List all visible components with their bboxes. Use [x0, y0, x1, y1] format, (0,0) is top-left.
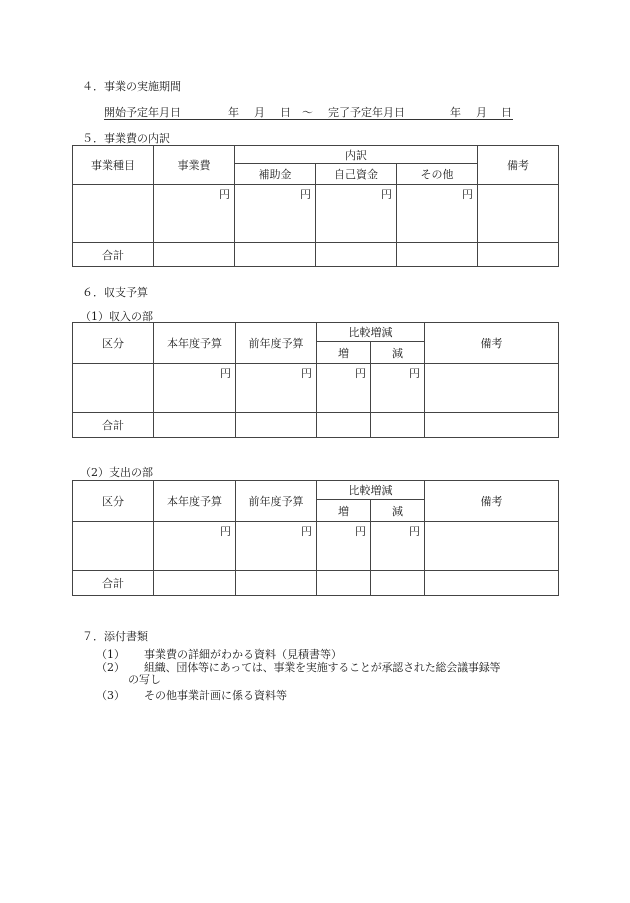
expense-cell-this-year[interactable]: 円 — [154, 522, 236, 571]
expense-total-last-year[interactable] — [236, 571, 317, 596]
expense-header-decrease: 減 — [371, 500, 425, 522]
expense-header-last-year: 前年度予算 — [236, 481, 317, 522]
start-year-label: 年 — [228, 106, 239, 119]
start-day-label: 日 — [280, 106, 291, 119]
expense-header-comparison: 比較増減 — [317, 481, 425, 500]
section-4-heading: ４．事業の実施期間 — [82, 80, 181, 93]
expense-cell-increase[interactable]: 円 — [317, 522, 371, 571]
header-own-funds: 自己資金 — [316, 164, 397, 185]
implementation-period-row — [104, 104, 513, 120]
expense-section-title: （2）支出の部 — [80, 466, 153, 479]
income-total-this-year[interactable] — [154, 413, 236, 438]
total-other[interactable] — [397, 243, 478, 267]
attachment-2-text: 組織、団体等にあっては、事業を実施することが承認された総会議事録等 — [144, 661, 501, 674]
income-table — [72, 322, 559, 438]
cell-remarks[interactable] — [478, 185, 559, 243]
header-project-cost: 事業費 — [154, 146, 235, 185]
income-header-remarks: 備考 — [425, 323, 559, 364]
income-total-remarks[interactable] — [425, 413, 559, 438]
attachment-2-number: （2） — [96, 661, 125, 674]
cell-project-cost[interactable]: 円 — [154, 185, 235, 243]
expense-cell-last-year[interactable]: 円 — [236, 522, 317, 571]
period-tilde: 〜 — [302, 106, 313, 119]
cell-other[interactable]: 円 — [397, 185, 478, 243]
income-cell-increase[interactable]: 円 — [317, 364, 371, 413]
income-header-decrease: 減 — [371, 342, 425, 364]
income-cell-category[interactable] — [73, 364, 154, 413]
expense-cell-decrease[interactable]: 円 — [371, 522, 425, 571]
cell-own-funds[interactable]: 円 — [316, 185, 397, 243]
start-month-label: 月 — [254, 106, 265, 119]
income-section-title: （1）収入の部 — [80, 310, 153, 323]
income-header-last-year: 前年度予算 — [236, 323, 317, 364]
expense-total-decrease[interactable] — [371, 571, 425, 596]
end-year-label: 年 — [450, 106, 461, 119]
income-header-increase: 増 — [317, 342, 371, 364]
expense-table — [72, 480, 559, 596]
section-6-heading: ６．収支予算 — [82, 286, 148, 299]
income-cell-remarks[interactable] — [425, 364, 559, 413]
attachment-1-number: （1） — [96, 648, 125, 661]
header-project-type: 事業種目 — [73, 146, 154, 185]
expense-total-label: 合計 — [73, 571, 154, 596]
expense-cell-remarks[interactable] — [425, 522, 559, 571]
total-remarks[interactable] — [478, 243, 559, 267]
expense-total-this-year[interactable] — [154, 571, 236, 596]
income-total-last-year[interactable] — [236, 413, 317, 438]
expense-header-remarks: 備考 — [425, 481, 559, 522]
section-7-heading: ７．添付書類 — [82, 630, 148, 643]
income-cell-last-year[interactable]: 円 — [236, 364, 317, 413]
cost-breakdown-table — [72, 145, 559, 267]
expense-header-this-year: 本年度予算 — [154, 481, 236, 522]
end-month-label: 月 — [476, 106, 487, 119]
income-header-comparison: 比較増減 — [317, 323, 425, 342]
total-subsidy[interactable] — [235, 243, 316, 267]
end-day-label: 日 — [501, 106, 512, 119]
start-date-label: 開始予定年月日 — [104, 106, 181, 119]
expense-header-category: 区分 — [73, 481, 154, 522]
total-label: 合計 — [73, 243, 154, 267]
income-total-decrease[interactable] — [371, 413, 425, 438]
end-date-label: 完了予定年月日 — [328, 106, 405, 119]
income-header-category: 区分 — [73, 323, 154, 364]
attachment-3-text: その他事業計画に係る資料等 — [144, 689, 287, 702]
income-cell-decrease[interactable]: 円 — [371, 364, 425, 413]
section-5-heading: ５．事業費の内訳 — [82, 132, 170, 145]
total-project-cost[interactable] — [154, 243, 235, 267]
header-breakdown: 内訳 — [235, 146, 478, 164]
header-remarks: 備考 — [478, 146, 559, 185]
header-other: その他 — [397, 164, 478, 185]
attachment-2-continuation: の写し — [128, 673, 161, 686]
income-header-this-year: 本年度予算 — [154, 323, 236, 364]
income-cell-this-year[interactable]: 円 — [154, 364, 236, 413]
attachment-1-text: 事業費の詳細がわかる資料（見積書等） — [144, 648, 342, 661]
cell-subsidy[interactable]: 円 — [235, 185, 316, 243]
income-total-label: 合計 — [73, 413, 154, 438]
attachment-3-number: （3） — [96, 689, 125, 702]
expense-cell-category[interactable] — [73, 522, 154, 571]
expense-total-increase[interactable] — [317, 571, 371, 596]
expense-total-remarks[interactable] — [425, 571, 559, 596]
header-subsidy: 補助金 — [235, 164, 316, 185]
expense-header-increase: 増 — [317, 500, 371, 522]
total-own-funds[interactable] — [316, 243, 397, 267]
cell-project-type[interactable] — [73, 185, 154, 243]
income-total-increase[interactable] — [317, 413, 371, 438]
